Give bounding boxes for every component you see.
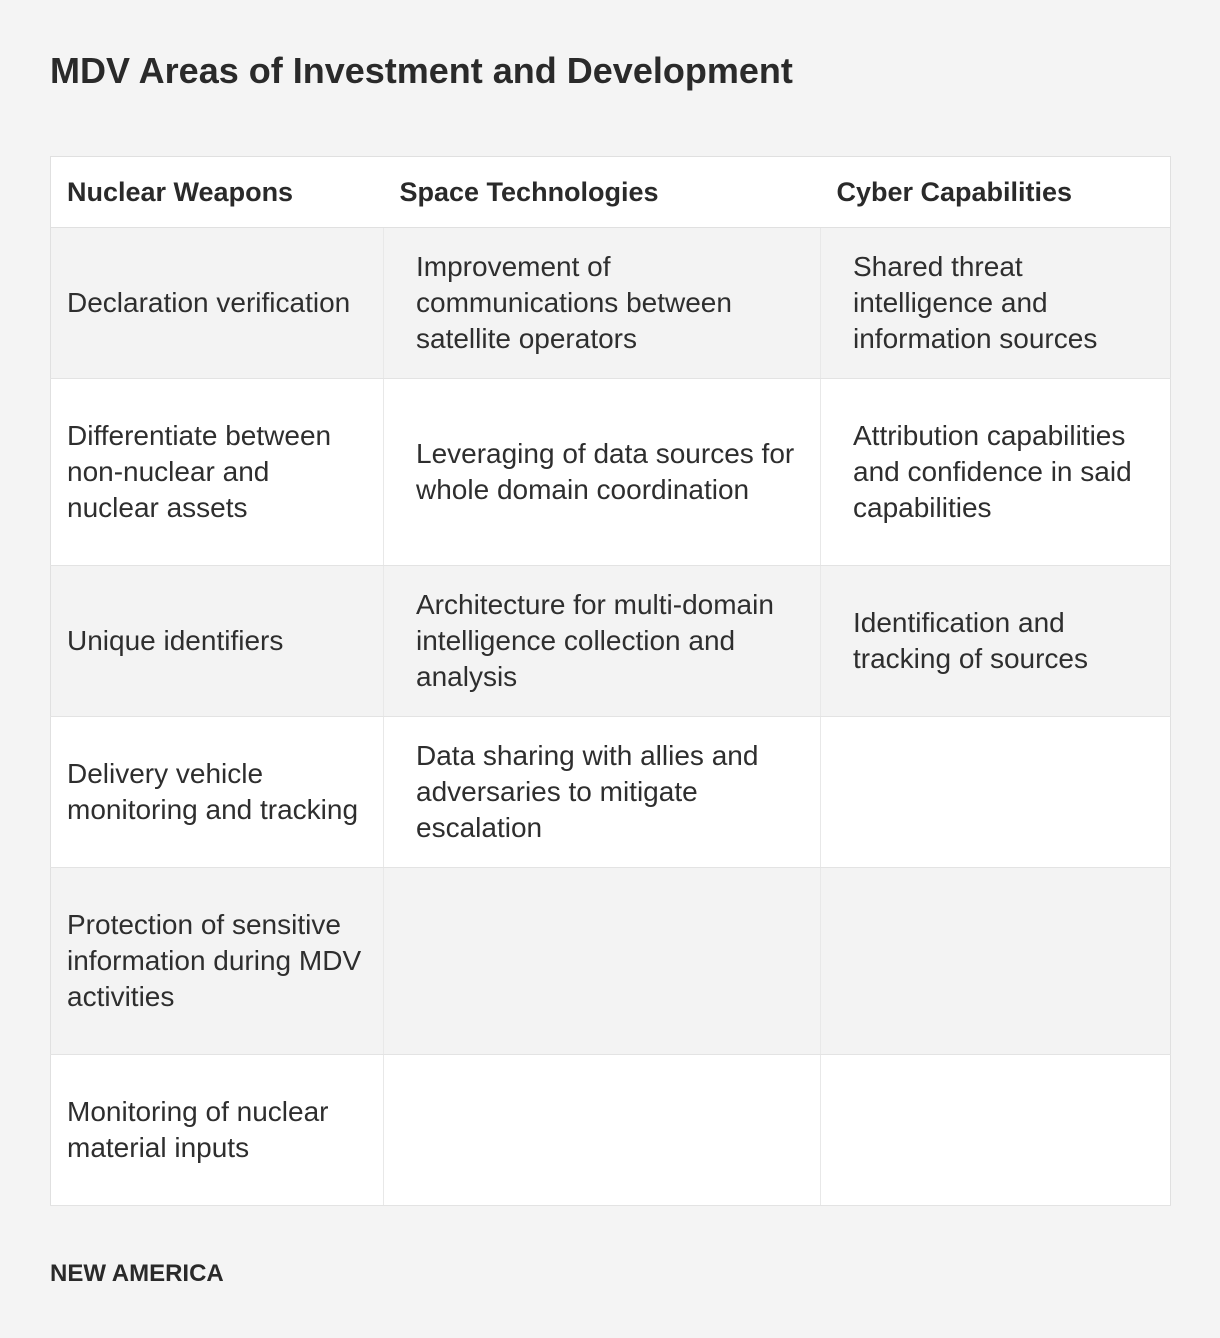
- header-space-technologies: Space Technologies: [384, 157, 821, 228]
- table-cell: [821, 717, 1171, 868]
- table-row: [51, 1055, 1171, 1206]
- table-row: [51, 379, 1171, 566]
- table-cell: Monitoring of nuclear material inputs: [51, 1055, 384, 1206]
- table-row: [51, 566, 1171, 717]
- table-row: [51, 717, 1171, 868]
- mdv-table-container: [50, 156, 1170, 1206]
- table-row: [51, 868, 1171, 1055]
- mdv-table: [50, 156, 1171, 1206]
- table-header-row: [51, 157, 1171, 228]
- new-america-logo: NEW AMERICA: [50, 1260, 224, 1287]
- table-cell: Architecture for multi-domain intelligence collection and analysis: [384, 566, 821, 717]
- header-cyber-capabilities: Cyber Capabilities: [821, 157, 1171, 228]
- page-title: MDV Areas of Investment and Development: [50, 50, 793, 91]
- table-cell: Unique identifiers: [51, 566, 384, 717]
- table-cell: [821, 1055, 1171, 1206]
- table-cell: Protection of sensitive information during MDV activities: [51, 868, 384, 1055]
- table-cell: Attribution capabilities and confidence in said capabilities: [821, 379, 1171, 566]
- table-row: [51, 228, 1171, 379]
- table-cell: Improvement of communications between satellite operators: [384, 228, 821, 379]
- header-nuclear-weapons: Nuclear Weapons: [51, 157, 384, 228]
- table-cell: [821, 868, 1171, 1055]
- table-cell: [384, 868, 821, 1055]
- table-cell: Identification and tracking of sources: [821, 566, 1171, 717]
- table-cell: Differentiate between non-nuclear and nuclear assets: [51, 379, 384, 566]
- table-cell: Delivery vehicle monitoring and tracking: [51, 717, 384, 868]
- table-cell: [384, 1055, 821, 1206]
- table-cell: Shared threat intelligence and information sources: [821, 228, 1171, 379]
- table-cell: Declaration verification: [51, 228, 384, 379]
- table-cell: Data sharing with allies and adversaries to mitigate escalation: [384, 717, 821, 868]
- table-cell: Leveraging of data sources for whole domain coordination: [384, 379, 821, 566]
